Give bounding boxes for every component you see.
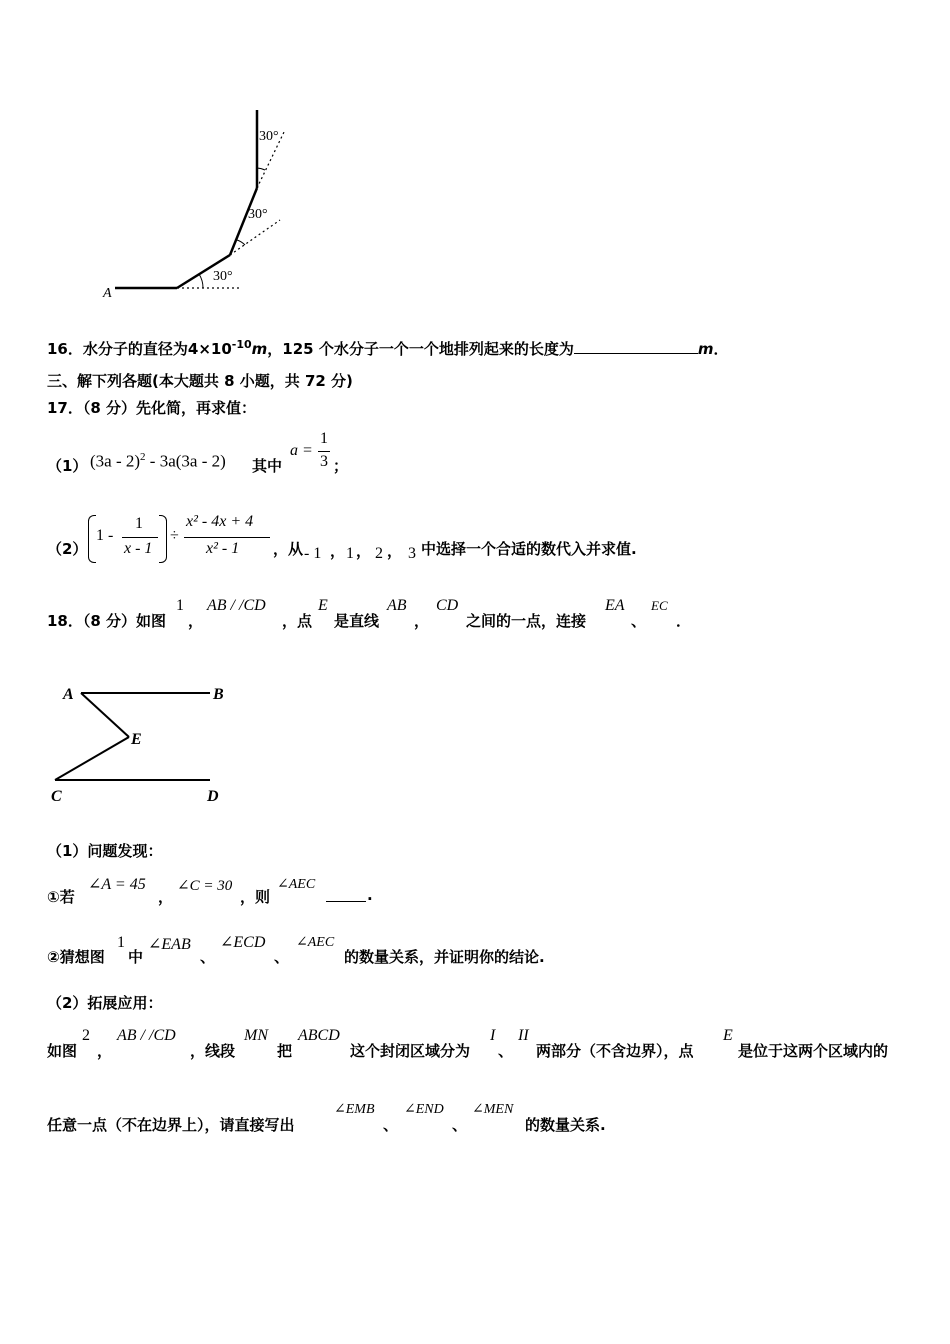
q18-e1-fig: 2 [82,1027,90,1044]
q17-part2-sep-1: ， [330,542,346,560]
q18-e1-abcd: ABCD [298,1027,340,1044]
q17-part2-val-1: - 1 [304,545,322,562]
q17-part2-sep-3: ， [387,542,403,560]
q17-part2-paren-right [159,515,167,563]
q18-c1-sep: ， [158,888,174,906]
q18-e2-end: 的数量关系. [525,1116,606,1134]
q17-part1-frac-num: 1 [320,430,328,447]
q18-c2-end: 的数量关系，并证明你的结论. [344,948,545,966]
angle-label-3: 30° [213,269,233,284]
q18-between: 之间的一点，连接 [466,612,587,630]
q17-part2-f1-den: x - 1 [124,540,153,557]
q18-ec: EC [651,598,668,613]
q18-c1-angle-a: ∠A = 45 [88,876,146,893]
q17-part1-label: （1） [47,457,88,475]
q18-e2-men: ∠MEN [472,1102,514,1117]
q18-e1-ii: II [518,1027,529,1044]
angle-label-2: 30° [248,207,268,222]
q18-e2-end: ∠END [404,1102,444,1117]
q17-part1-a: a = [290,442,313,459]
q17-part2-val-2: 1 [346,545,354,562]
q17-part1-frac-bar [318,451,330,452]
q18-e1-dun: 、 [498,1042,514,1060]
q18-e2-dun-2: 、 [452,1116,468,1134]
q18-is-on: 是直线 [334,612,380,630]
q18-c2-eab: ∠EAB [148,936,191,953]
q18-c1-end: . [367,886,373,904]
q18-c1-prefix: ①若 [47,888,75,906]
q18-e1-seg: ，线段 [190,1042,236,1060]
q18-e1-ab-cd: AB / /CD [117,1027,176,1044]
q17-part1-end: ； [333,457,349,475]
q18-c2-dun-1: 、 [200,948,216,966]
q18-e1-loc: 是位于这两个区域内的 [738,1042,889,1060]
q18-cd: CD [436,597,459,614]
q18-c2-fig: 1 [117,934,125,951]
q17-part2-f2-bar [184,537,270,538]
segment-ae [81,693,129,737]
q18-c2-dun-2: 、 [274,948,290,966]
q17-part2-val-3: 2 [375,545,383,562]
q18-c1-angle-c: ∠C = 30 [177,878,233,894]
label-c: C [51,788,62,805]
label-b: B [213,686,224,703]
q18-e1-sep: ， [97,1042,113,1060]
segment-ec [55,737,129,780]
q17-part2-f1-num: 1 [135,515,143,532]
q17-part1-where: 其中 [252,457,283,475]
q18-fig-num: 1 [176,597,184,614]
q17-part2-f1-bar [122,537,158,538]
q17-part1-expr: (3a - 2)$^2$ - 3a(3a - 2) [90,451,226,471]
q18-c1-then: ，则 [240,888,271,906]
q18-c1-answer-blank[interactable] [326,889,366,902]
q18-sep-2: ， [414,612,430,630]
q17-part2-f2-den: x² - 1 [206,540,240,557]
q18-sep-1: ， [188,612,204,630]
q17-part1-frac-den: 3 [320,453,328,470]
q17-part2-paren-left [88,515,96,563]
q18-e2-prefix: 任意一点（不在边界上），请直接写出 [47,1116,295,1134]
q18-e1-two: 两部分（不含边界），点 [536,1042,694,1060]
q16-line: 16．水分子的直径为$4\times 10^{-10}m$，125 个水分子一个一个地排列起来的长度为 m． [47,338,729,358]
label-a: A [63,686,74,703]
q18-e1-ba: 把 [277,1042,293,1060]
q18-e1-prefix: 如图 [47,1042,78,1060]
q18-c1-aec: ∠AEC [277,877,316,892]
q18-c2-ecd: ∠ECD [220,934,266,951]
q16-answer-blank[interactable] [574,353,698,354]
q17-part2-one: 1 - [96,527,114,544]
q18-ab: AB [387,597,407,614]
angle-label-1: 30° [259,129,279,144]
q18-e2-emb: ∠EMB [334,1102,375,1117]
q18-dun-1: 、 [631,612,647,630]
q18-c2-aec: ∠AEC [296,935,335,950]
q18-e1-e: E [723,1027,733,1044]
q18-end: ． [676,612,692,630]
label-e: E [131,731,142,748]
q18-part1-title: （1）问题发现： [47,842,163,860]
q17-part2-div: ÷ [170,527,179,544]
q18-c2-in: 中 [128,948,144,966]
q18-e1-region: 这个封闭区域分为 [350,1042,471,1060]
q17-part2-label: （2） [47,540,88,558]
q18-point: ，点 [282,612,313,630]
q18-ea: EA [605,597,625,614]
q18-e: E [318,597,328,614]
q18-figure [45,675,235,810]
section3-title: 三、解下列各题(本大题共 8 小题，共 72 分) [47,372,353,390]
q17-part2-from: ，从 [273,540,304,558]
label-d: D [207,788,219,805]
q17-part2-f2-num: x² - 4x + 4 [186,513,254,530]
label-a: A [103,286,112,301]
q17-part2-val-4: 3 [408,545,416,562]
q18-ab-cd: AB / /CD [207,597,266,614]
q18-part2-title: （2）拓展应用： [47,994,163,1012]
top-figure [95,100,315,305]
q17-part2-sep-2: ， [356,542,372,560]
q18-e1-i: I [490,1027,496,1044]
q18-title: 18．（8 分）如图 [47,612,167,630]
q18-e1-mn: MN [244,1027,268,1044]
q18-c2-prefix: ②猜想图 [47,948,105,966]
q17-part2-end: 中选择一个合适的数代入并求值. [421,540,637,558]
q18-e2-dun-1: 、 [383,1116,399,1134]
q17-title: 17．（8 分）先化简，再求值： [47,399,257,417]
